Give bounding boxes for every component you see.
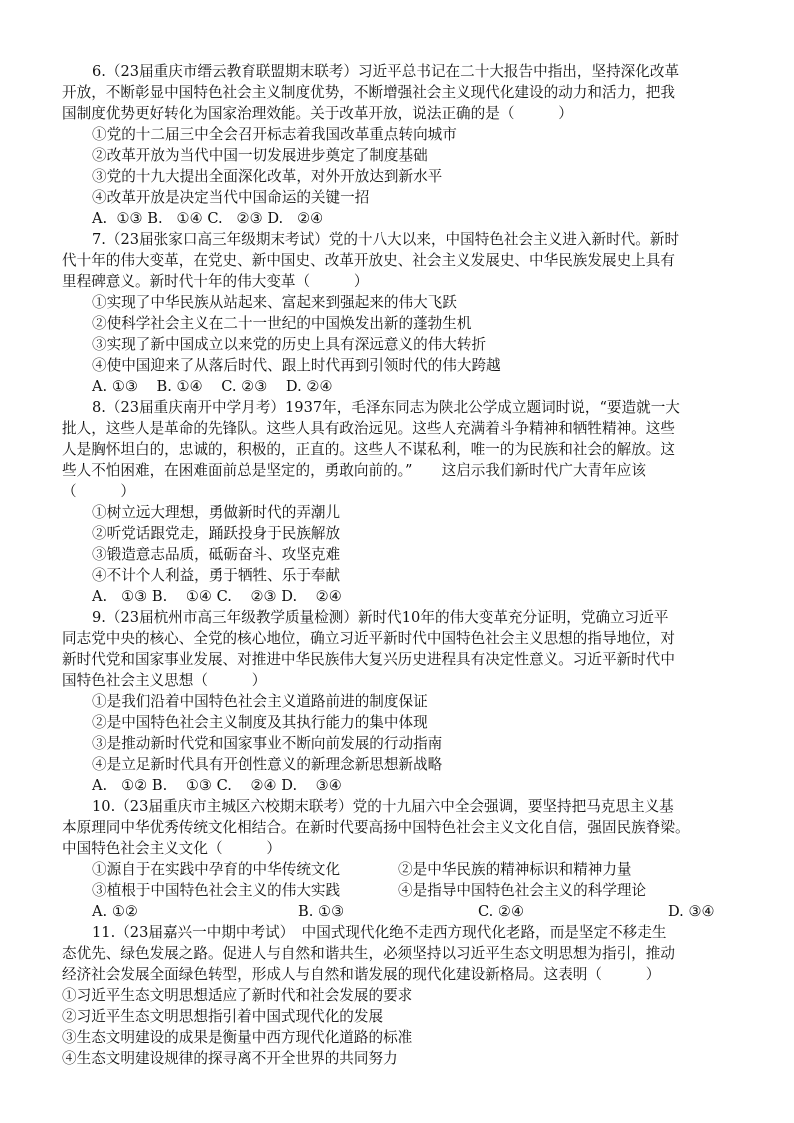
q6-stem-line: 6.（23届重庆市缙云教育联盟期末联考）习近平总书记在二十大报告中指出，坚持深化改革 (92, 63, 680, 80)
q9-option: ②是中国特色社会主义制度及其执行能力的集中体现 (92, 714, 428, 731)
q6-stem-line: 国制度优势更好转化为国家治理效能。关于改革开放，说法正确的是（ ） (62, 105, 573, 122)
q11-option: ①习近平生态文明思想适应了新时代和社会发展的要求 (62, 987, 413, 1004)
q7-stem-line: 里程碑意义。新时代十年的伟大变革（ ） (62, 273, 369, 290)
q7-stem-line: 7.（23届张家口高三年级期末考试）党的十八大以来，中国特色社会主义进入新时代。新时 (92, 231, 680, 248)
q9-option: ③是推动新时代党和国家事业不断向前发展的行动指南 (92, 735, 443, 752)
q6-option: ③党的十九大提出全面深化改革，对外开放达到新水平 (92, 168, 443, 185)
q8-stem-line: 8.（23届重庆南开中学月考）1937年，毛泽东同志为陕北公学成立题词时说，“要造就一大 (92, 399, 680, 416)
q11-stem-line: 11.（23届嘉兴一中期中考试） 中国式现代化绝不走西方现代化老路，而是坚定不移走生 (92, 924, 667, 941)
q11-option: ②习近平生态文明思想指引着中国式现代化的发展 (62, 1008, 384, 1025)
q11-stem-line: 态优先、绿色发展之路。促进人与自然和谐共生，必须坚持以习近平生态文明思想为指引，推动 (62, 945, 675, 962)
q9-option: ④是立足新时代具有开创性意义的新理念新思想新战略 (92, 756, 443, 773)
q10-stem-line: 10.（23届重庆市主城区六校期末联考）党的十九届六中全会强调，要坚持把马克思主义基 (92, 798, 674, 815)
q11-option: ④生态文明建设规律的探寻离不开全世界的共同努力 (62, 1050, 398, 1067)
q8-stem-line: 些人不怕困难，在困难面前总是坚定的，勇敢向前的。” 这启示我们新时代广大青年应该 (62, 462, 646, 479)
q11-option: ③生态文明建设的成果是衡量中西方现代化道路的标准 (62, 1029, 413, 1046)
q10-option: ①源自于在实践中孕育的中华传统文化 (92, 861, 341, 878)
q7-option: ③实现了新中国成立以来党的历史上具有深远意义的伟大转折 (92, 336, 487, 353)
q8-option: ②听党话跟党走，踊跃投身于民族解放 (92, 525, 341, 542)
q8-stem-line: 批人，这些人是革命的先锋队。这些人具有政治远见。这些人充满着斗争精神和牺牲精神。这些 (62, 420, 675, 437)
q8-stem-line: 人是胸怀坦白的，忠诚的，积极的，正直的。这些人不谋私利，唯一的为民族和社会的解放。这 (62, 441, 675, 458)
q6-option: ②改革开放为当代中国一切发展进步奠定了制度基础 (92, 147, 428, 164)
q7-option: ①实现了中华民族从站起来、富起来到强起来的伟大飞跃 (92, 294, 457, 311)
q7-answers: A. ①③ B. ①④ C. ②③ D. ②④ (92, 378, 333, 395)
q10-answer-a: A. ①② (92, 903, 138, 920)
q7-option: ④使中国迎来了从落后时代、跟上时代再到引领时代的伟大跨越 (92, 357, 501, 374)
q7-stem-line: 代十年的伟大变革，在党史、新中国史、改革开放史、社会主义发展史、中华民族发展史上具有 (62, 252, 675, 269)
q7-option: ②使科学社会主义在二十一世纪的中国焕发出新的蓬勃生机 (92, 315, 472, 332)
q6-option: ①党的十二届三中全会召开标志着我国改革重点转向城市 (92, 126, 457, 143)
q8-stem-line: （ ） (62, 483, 135, 500)
q9-option: ①是我们沿着中国特色社会主义道路前进的制度保证 (92, 693, 428, 710)
q9-stem-line: 9.（23届杭州市高三年级教学质量检测）新时代10年的伟大变革充分证明，党确立习近平 (92, 609, 669, 626)
q9-stem-line: 新时代党和国家事业发展、对推进中华民族伟大复兴历史进程具有决定性意义。习近平新时代中 (62, 651, 675, 668)
q10-answer-d: D. ③④ (668, 903, 715, 920)
q6-answers: A. ①③ B. ①④ C. ②③ D. ②④ (92, 210, 324, 227)
q9-stem-line: 同志党中央的核心、全党的核心地位，确立习近平新时代中国特色社会主义思想的指导地位，对 (62, 630, 675, 647)
q8-answers: A. ①③ B. ①④ C. ②③ D. ②④ (92, 588, 342, 605)
q10-stem-line: 中国特色社会主义文化（ ） (62, 840, 281, 857)
q9-answers: A. ①② B. ①③ C. ②④ D. ③④ (92, 777, 342, 794)
q6-option: ④改革开放是决定当代中国命运的关键一招 (92, 189, 370, 206)
q6-stem-line: 开放，不断彰显中国特色社会主义制度优势，不断增强社会主义现代化建设的动力和活力，把我 (62, 84, 675, 101)
q8-option: ①树立远大理想，勇做新时代的弄潮儿 (92, 504, 341, 521)
q11-stem-line: 经济社会发展全面绿色转型，形成人与自然和谐发展的现代化建设新格局。这表明（ ） (62, 966, 661, 983)
q8-option: ④不计个人利益，勇于牺牲、乐于奉献 (92, 567, 341, 584)
q8-option: ③锻造意志品质，砥砺奋斗、攻坚克难 (92, 546, 341, 563)
q10-stem-line: 本原理同中华优秀传统文化相结合。在新时代要高扬中国特色社会主义文化自信，强固民族脊梁。 (62, 819, 690, 836)
q10-option: ④是指导中国特色社会主义的科学理论 (398, 882, 647, 899)
q10-answer-b: B. ①③ (298, 903, 345, 920)
q9-stem-line: 国特色社会主义思想（ ） (62, 672, 267, 689)
q10-answer-c: C. ②④ (478, 903, 525, 920)
q10-option: ②是中华民族的精神标识和精神力量 (398, 861, 632, 878)
q10-option: ③植根于中国特色社会主义的伟大实践 (92, 882, 341, 899)
